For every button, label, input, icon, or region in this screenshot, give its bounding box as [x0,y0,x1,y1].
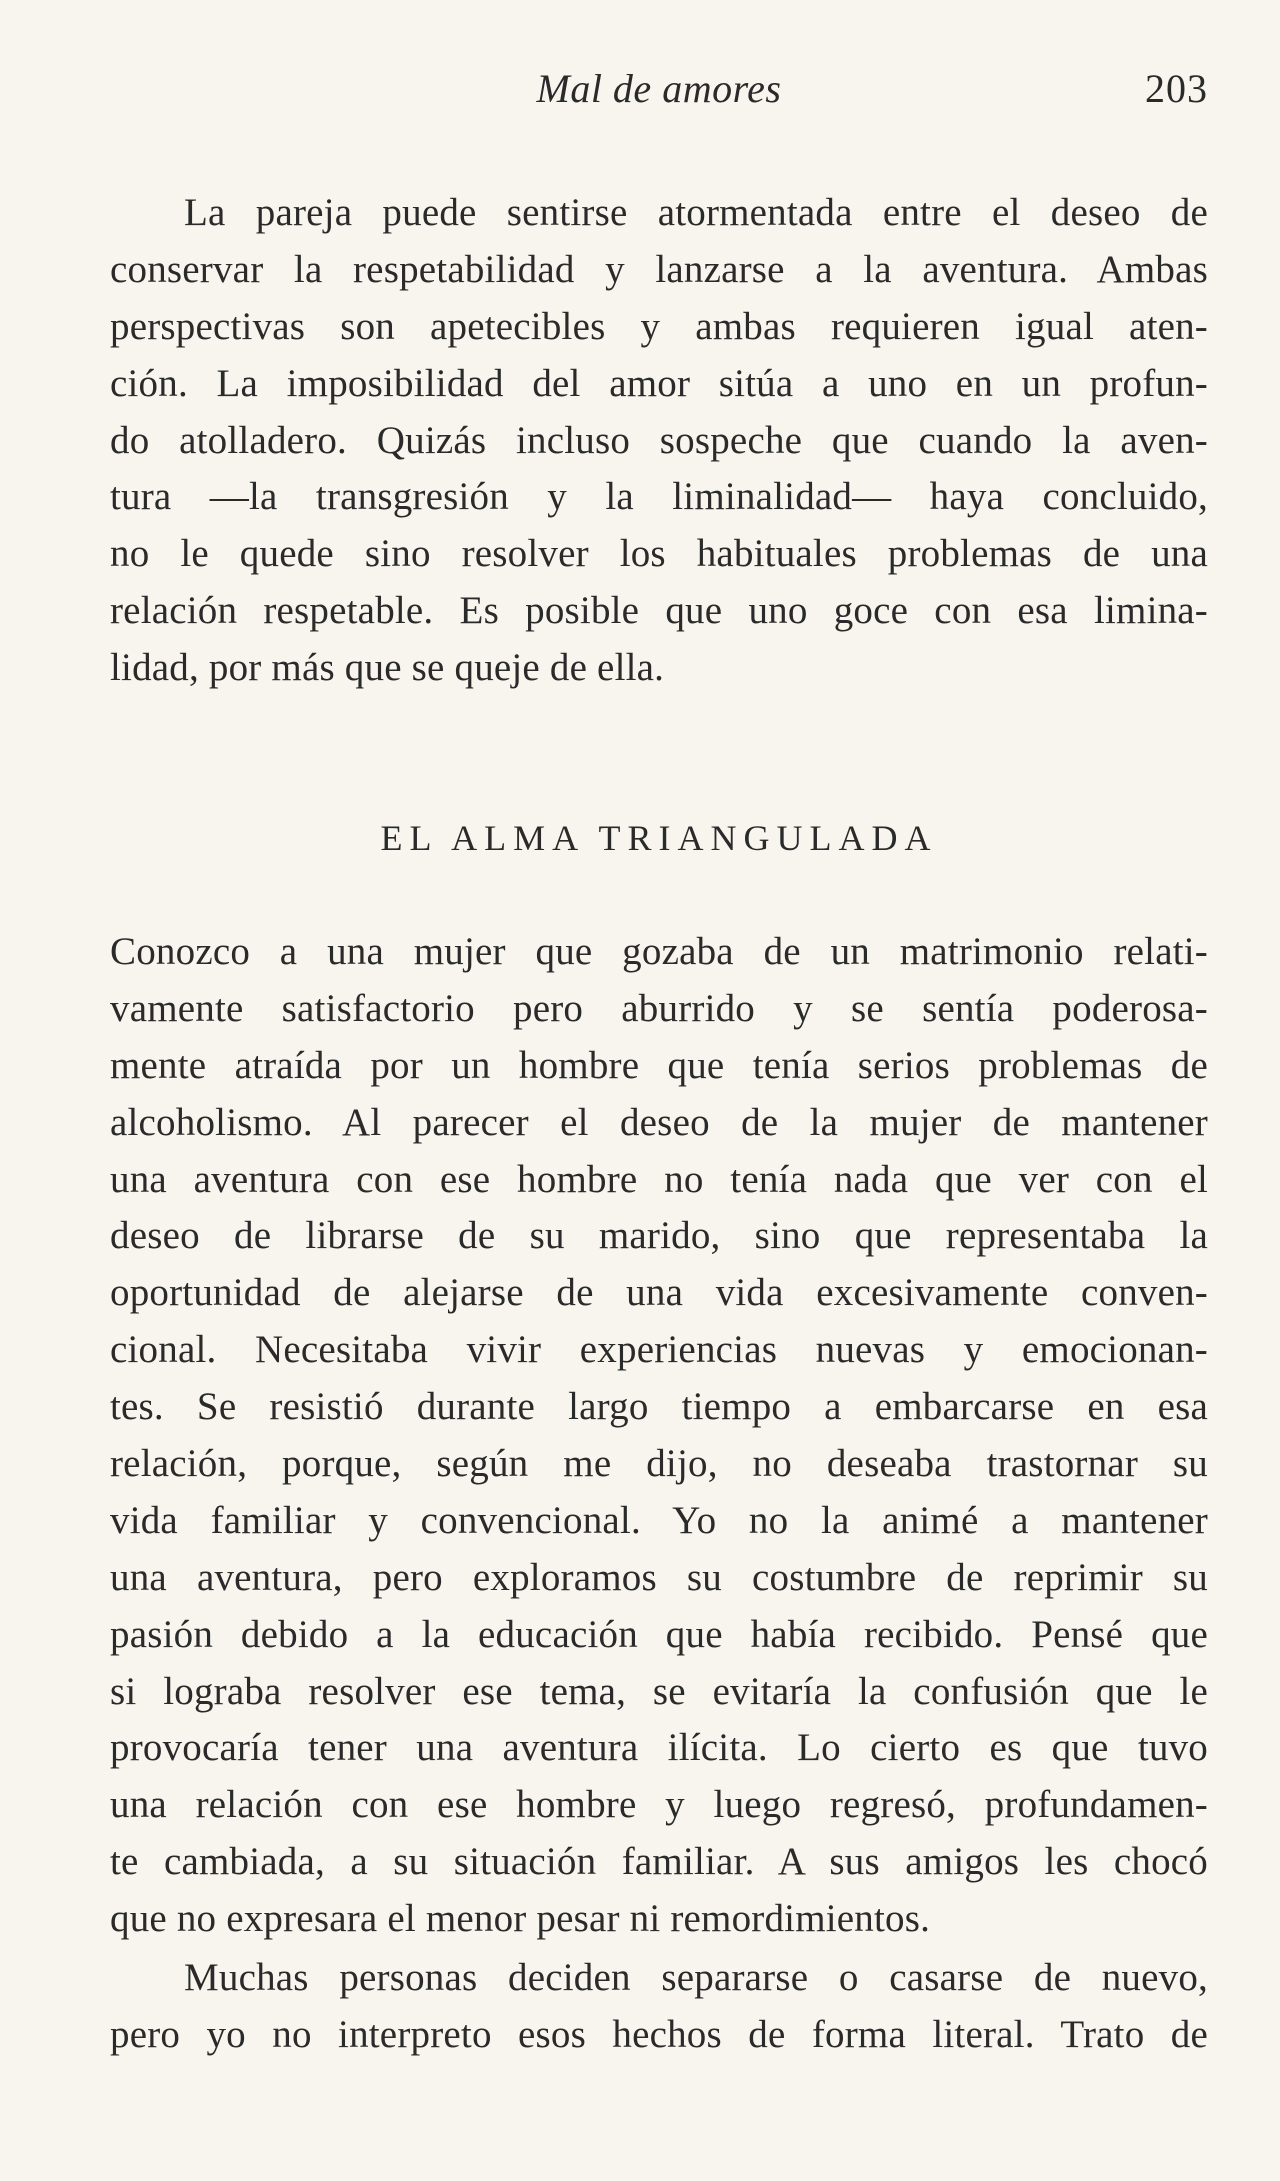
text-line: que no expresara el menor pesar ni remordimientos. [110,1897,931,1941]
paragraph-continuation [110,1950,1208,2064]
text-line: Muchas personas deciden separarse o casarse de nuevo, [184,1956,1208,1999]
text-line: lidad, por más que se queje de ella. [110,646,665,690]
text-line: vamente satisfactorio pero aburrido y se sentía poderosa- [110,986,1208,1030]
text-line: tes. Se resistió durante largo tiempo a embarcarse en esa [110,1385,1208,1429]
paragraph-intro [110,185,1208,697]
text-line: relación respetable. Es posible que uno goce con esa limina- [110,589,1208,633]
running-title: Mal de amores [536,66,782,111]
text-line: relación, porque, según me dijo, no deseaba trastornar su [110,1442,1208,1486]
text-line: si lograba resolver ese tema, se evitaría la confusión que le [110,1669,1208,1713]
text-line: deseo de librarse de su marido, sino que representaba la [110,1214,1208,1258]
text-line: provocaría tener una aventura ilícita. Lo cierto es que tuvo [110,1726,1208,1770]
text-line: perspectivas son apetecibles y ambas requieren igual aten- [110,304,1208,348]
text-line: La pareja puede sentirse atormentada entre el deseo de [184,191,1208,234]
text-line: una aventura, pero exploramos su costumbre de reprimir su [110,1555,1208,1599]
text-line: vida familiar y convencional. Yo no la animé a mantener [110,1498,1208,1542]
paragraph-case-study [110,924,1208,1948]
text-line: cional. Necesitaba vivir experiencias nuevas y emocionan- [110,1328,1208,1372]
text-line: una relación con ese hombre y luego regresó, profundamen- [110,1783,1208,1827]
text-line: no le quede sino resolver los habituales problemas de una [110,532,1208,576]
text-line: alcoholismo. Al parecer el deseo de la mujer de mantener [110,1100,1208,1144]
text-line: pasión debido a la educación que había recibido. Pensé que [110,1612,1208,1656]
text-line: ción. La imposibilidad del amor sitúa a uno en un profun- [110,361,1208,405]
text-line: te cambiada, a su situación familiar. A sus amigos les chocó [110,1840,1208,1884]
text-line: tura —la transgresión y la liminalidad— haya concluido, [110,475,1208,519]
running-header [110,64,1208,114]
text-line: pero yo no interpreto esos hechos de forma literal. Trato de [110,2012,1208,2056]
text-line: una aventura con ese hombre no tenía nada que ver con el [110,1157,1208,1201]
text-line: mente atraída por un hombre que tenía serios problemas de [110,1043,1208,1087]
text-line: do atolladero. Quizás incluso sospeche que cuando la aven- [110,418,1208,462]
text-line: Conozco a una mujer que gozaba de un matrimonio relati- [110,930,1208,973]
text-line: conservar la respetabilidad y lanzarse a la aventura. Ambas [110,247,1208,291]
section-heading: EL ALMA TRIANGULADA [380,818,938,858]
text-line: oportunidad de alejarse de una vida excesivamente conven- [110,1271,1208,1315]
page-number: 203 [1145,66,1208,111]
